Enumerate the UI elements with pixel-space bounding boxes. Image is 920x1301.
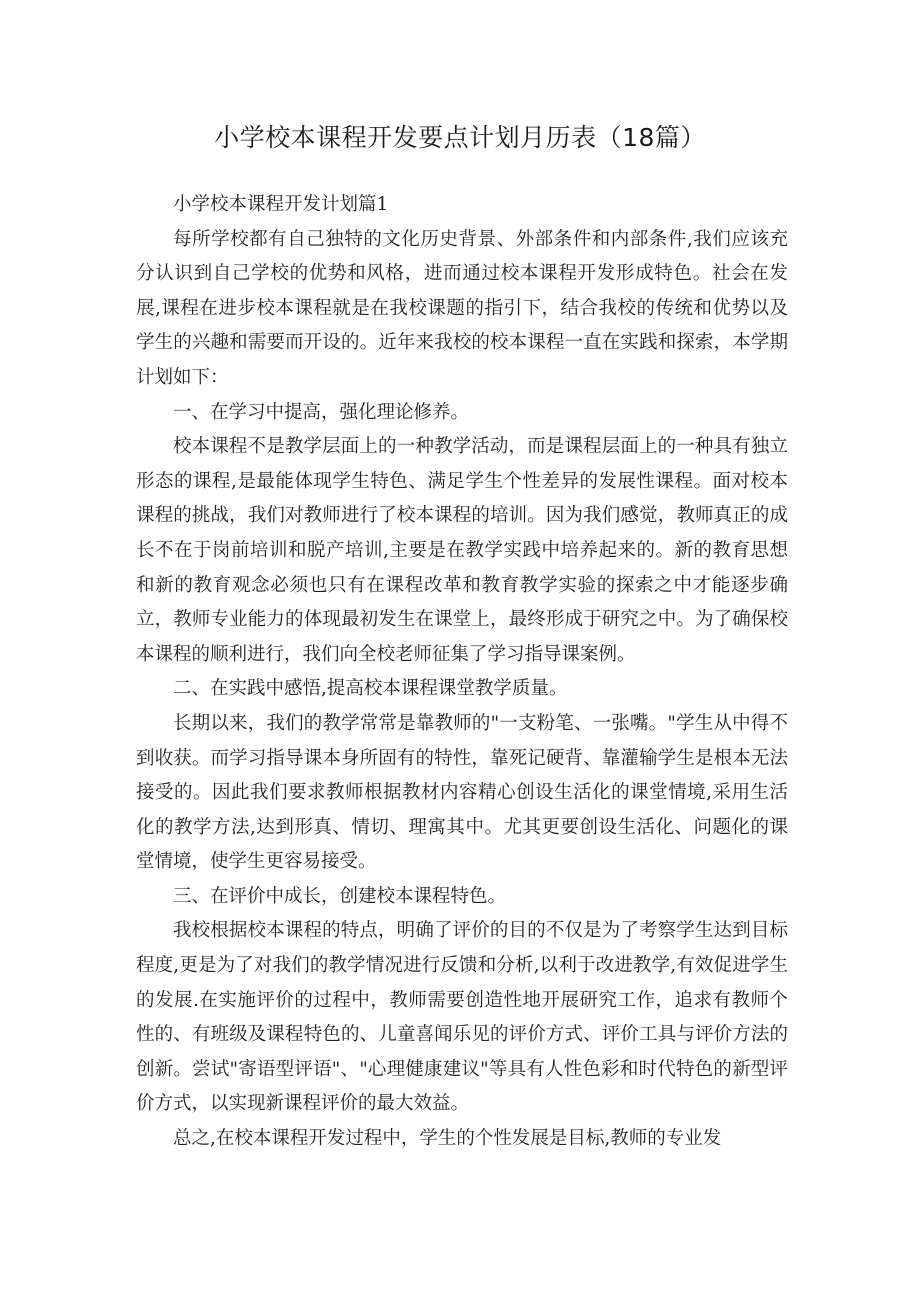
page-title: 小学校本课程开发要点计划月历表（18篇） (214, 123, 706, 152)
document-body (136, 188, 788, 1157)
section-heading: 小学校本课程开发计划篇1 (173, 194, 389, 215)
section-heading: 二、在实践中感悟,提高校本课程课堂教学质量。 (173, 678, 568, 700)
paragraph: 长期以来，我们的教学常常是靠教师的"一支粉笔、一张嘴。"学生从中得不到收获。而学习指导课本身所固有的特性，靠死记硬背、靠灌输学生是根本无法接受的。因此我们要求教师根据教材内容精心创设生活化的课堂情境,采用生活化的教学方法,达到形真、情切、理寓其中。尤其更要创设生活化、问题化的课堂情境，使学生更容易接受。 (136, 712, 788, 873)
paragraph: 每所学校都有自己独特的文化历史背景、外部条件和内部条件,我们应该充分认识到自己学校的优势和风格，进而通过校本课程开发形成特色。社会在发展,课程在进步校本课程就是在我校课题的指引下，结合我校的传统和优势以及学生的兴趣和需要而开设的。近年来我校的校本课程一直在实践和探索，本学期计划如下： (136, 228, 788, 388)
section-heading: 一、在学习中提高，强化理论修养。 (173, 401, 470, 423)
section-heading: 三、在评价中成长，创建校本课程特色。 (173, 885, 507, 907)
paragraph: 我校根据校本课程的特点，明确了评价的目的不仅是为了考察学生达到目标程度,更是为了对我们的教学情况进行反馈和分析,以利于改进教学,有效促进学生的发展.在实施评价的过程中，教师需要创造性地开展研究工作，追求有教师个性的、有班级及课程特色的、儿童喜闻乐见的评价方式、评价工具与评价方法的创新。尝试"寄语型评语"、"心理健康建议"等具有人性色彩和时代特色的新型评价方式，以实现新课程评价的最大效益。 (136, 920, 788, 1115)
paragraph: 总之,在校本课程开发过程中，学生的个性发展是目标,教师的专业发 (173, 1128, 722, 1150)
paragraph: 校本课程不是教学层面上的一种教学活动，而是课程层面上的一种具有独立形态的课程,是最能体现学生特色、满足学生个性差异的发展性课程。面对校本课程的挑战，我们对教师进行了校本课程的培训。因为我们感觉，教师真正的成长不在于岗前培训和脱产培训,主要是在教学实践中培养起来的。新的教育思想和新的教育观念必须也只有在课程改革和教育教学实验的探索之中才能逐步确立，教师专业能力的体现最初发生在课堂上，最终形成于研究之中。为了确保校本课程的顺利进行，我们向全校老师征集了学习指导课案例。 (136, 436, 788, 665)
